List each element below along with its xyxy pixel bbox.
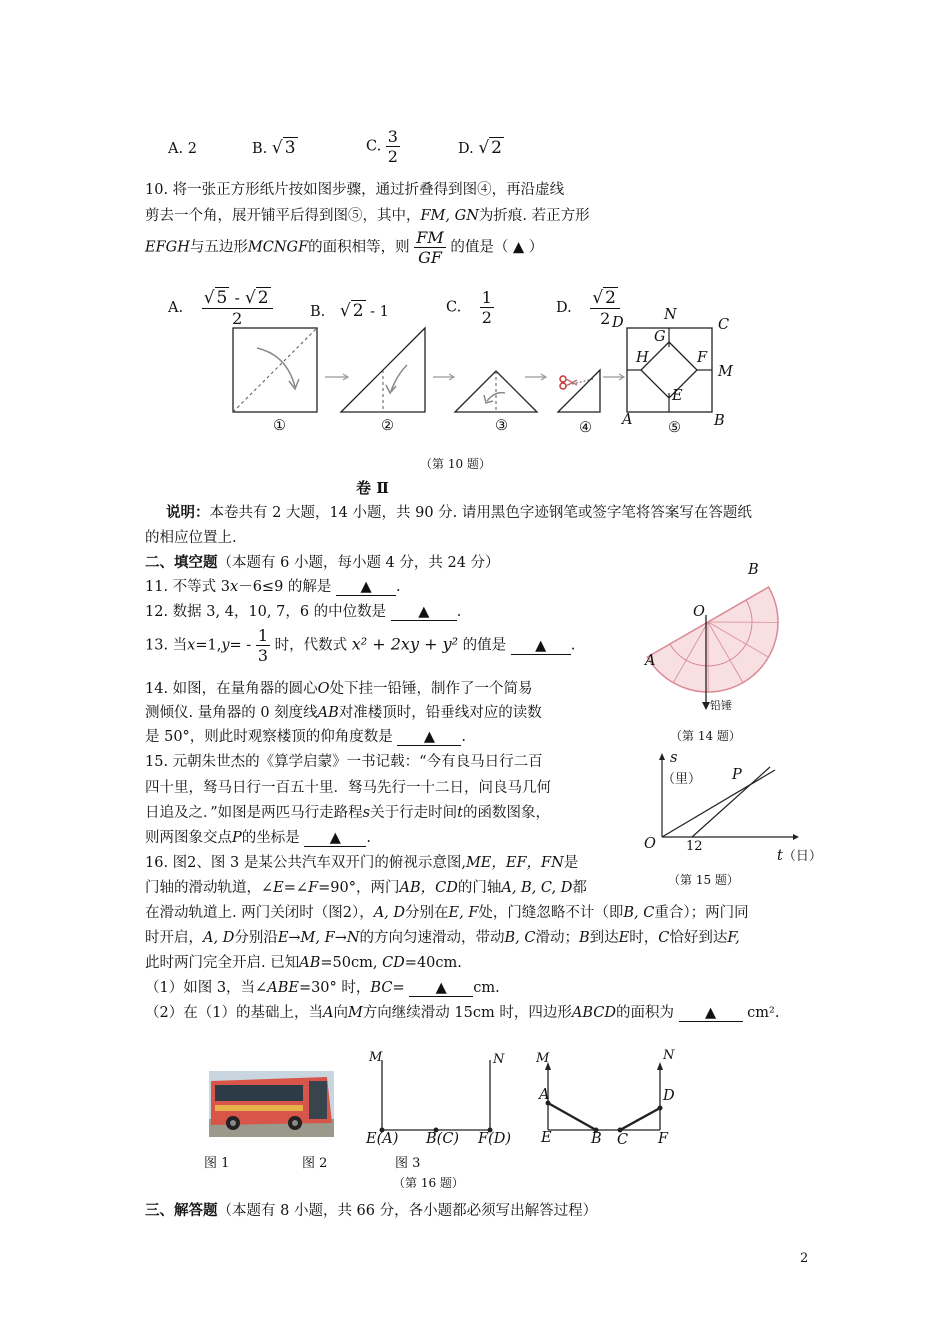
q10-fig3-label: ③ — [495, 418, 508, 434]
q10-caption: （第 10 题） — [420, 457, 491, 471]
sqrt-expression: √ 3 — [271, 138, 296, 158]
q10-folding-figure — [225, 315, 745, 440]
q10-line2: 剪去一个角，展开铺平后得到图⑤，其中，FM, GN为折痕. 若正方形 — [145, 208, 590, 224]
q10-fig2-label: ② — [381, 418, 394, 434]
q14-line2: 测倾仪. 量角器的 0 刻度线AB对准楼顶时，铅垂线对应的读数 — [145, 705, 542, 721]
fig2-label: 图 2 — [302, 1156, 328, 1171]
q10-line3: EFGH与五边形MCNGF的面积相等，则 $\frac{FM}{GF}$ 的值是（ ▲ ） — [145, 228, 544, 267]
q15-line1: 15. 元朝朱世杰的《算学启蒙》一书记载：“今有良马日行二百 — [145, 754, 543, 770]
axis-t: t（日） — [777, 848, 822, 864]
q14-caption: （第 14 题） — [670, 729, 741, 743]
fig2-N: N — [493, 1052, 505, 1067]
fraction-fm-gf: $\frac{FM}{GF}$ — [416, 228, 444, 267]
part2-heading: 二、填空题（本题有 6 小题，每小题 4 分，共 24 分） — [145, 554, 500, 571]
origin-O: O — [644, 836, 656, 852]
answer-blank: ▲ — [336, 579, 396, 596]
fig3-A: A — [539, 1087, 550, 1103]
q15-line3: 日追及之．”如图是两匹马行走路程s关于行走时间t的函数图象， — [145, 805, 550, 821]
sqrt-expression: √ 2 — [478, 138, 502, 158]
q9-option-d: D. √ 2 — [458, 138, 502, 158]
q16-line1: 16. 图2、图 3 是某公共汽车双开门的俯视示意图,ME，EF，FN是 — [145, 855, 579, 871]
q10-option-c: C. $\frac{1}{2}$ — [446, 288, 492, 327]
answer-blank: ▲ — [511, 638, 571, 655]
q15-line2: 四十里，驽马日行一百五十里．驽马先行一十二日，问良马几何 — [145, 780, 551, 796]
answer-blank: ▲ — [391, 604, 457, 621]
fig3-C: C — [617, 1132, 629, 1148]
point-N: N — [664, 307, 677, 323]
q16-line3: 在滑动轨道上. 两门关闭时（图2），A, D分别在E, F处，门缝忽略不计（即B, C重合）；两门同 — [145, 905, 749, 921]
answer-blank: ▲ — [397, 729, 461, 746]
scissors-icon — [560, 376, 577, 389]
q10-option-d: D. $\frac{√ 2}{2}$ — [556, 288, 620, 328]
fig3-E: E — [541, 1130, 552, 1146]
tick-12: 12 — [686, 839, 703, 854]
fig3-label: 图 3 — [395, 1156, 421, 1171]
part3-heading: 三、解答题（本题有 8 小题，共 66 分，各小题都必须写出解答过程） — [145, 1202, 598, 1219]
point-D: D — [612, 315, 624, 331]
point-E: E — [672, 388, 683, 404]
q10-fig1-label: ① — [273, 418, 286, 434]
q9-option-c: C. $\frac{3}{2}$ — [366, 127, 398, 166]
point-C: C — [718, 317, 730, 333]
door-fig3 — [530, 1050, 680, 1140]
q12: 12. 数据 3, 4，10, 7，6 的中位数是 ▲ . — [145, 604, 462, 620]
q14-line3: 是 50°，则此时观察楼顶的仰角度数是 ▲ . — [145, 729, 467, 745]
q10-option-a: A. $\frac{√ 5 - √ 2}{2}$ — [168, 288, 273, 328]
point-A: A — [622, 412, 633, 428]
point-A: A — [645, 653, 656, 669]
answer-blank: ▲ — [304, 830, 366, 847]
point-B: B — [748, 562, 759, 578]
answer-blank: ▲ — [679, 1005, 743, 1022]
plumb-weight-label: 铅锤 — [710, 699, 732, 712]
fig3-D: D — [663, 1088, 675, 1104]
q9-option-a: A. 2 — [168, 141, 197, 157]
answer-blank: ▲ — [409, 980, 473, 997]
q10-fig5-label: ⑤ — [668, 420, 681, 436]
fig3-N: N — [663, 1048, 675, 1063]
q16-line5: 此时两门完全开启. 已知AB=50cm, CD=40cm. — [145, 955, 462, 971]
protractor-figure — [636, 560, 796, 720]
fig2-BC: B(C) — [426, 1131, 460, 1147]
bus-photo — [209, 1071, 334, 1137]
axis-s-unit: （里） — [662, 772, 702, 787]
q10-line1: 10. 将一张正方形纸片按如图步骤，通过折叠得到图④，再沿虚线 — [145, 182, 565, 198]
fraction: $\frac{3}{2}$ — [387, 127, 398, 166]
q15-caption: （第 15 题） — [668, 873, 739, 887]
point-B: B — [714, 413, 725, 429]
point-O: O — [693, 604, 705, 620]
fig2-EA: E(A) — [366, 1131, 399, 1147]
fig3-B: B — [591, 1131, 602, 1147]
q15-line4: 则两图象交点P的坐标是 ▲ . — [145, 830, 371, 846]
note-line1: 说明：本卷共有 2 大题，14 小题，共 90 分. 请用黑色字迹钢笔或签字笔将答案写在答题纸 — [166, 504, 752, 521]
section-title: 卷 Ⅱ — [356, 479, 389, 497]
q16-sub1: （1）如图 3，当∠ABE=30° 时，BC= ▲ cm. — [145, 980, 500, 996]
fig3-F: F — [658, 1131, 669, 1147]
q16-line4: 时开启，A, D分别沿E→M, F→N的方向匀速滑动，带动B, C滑动；B到达E时，C恰好到达F, — [145, 930, 740, 946]
note-line2: 的相应位置上. — [145, 530, 237, 546]
q16-line2: 门轴的滑动轨道，∠E=∠F=90°，两门AB，CD的门轴A, B, C, D都 — [145, 880, 587, 896]
point-P: P — [732, 767, 742, 783]
q13: 13. 当x=1,y= - $\frac{1}{3}$ 时，代数式 x² + 2xy + y² 的值是 ▲ . — [145, 626, 576, 665]
q10-option-b: B. √ 2 - 1 — [310, 301, 389, 321]
fig3-M: M — [536, 1051, 550, 1066]
q14-line1: 14. 如图，在量角器的圆心O处下挂一铅锤，制作了一个简易 — [145, 681, 533, 697]
point-H: H — [636, 350, 649, 366]
q16-caption: （第 16 题） — [393, 1176, 464, 1190]
fig2-FD: F(D) — [478, 1131, 512, 1147]
q15-graph — [650, 752, 800, 852]
point-G: G — [654, 329, 666, 345]
q10-fig4-label: ④ — [579, 420, 592, 436]
fig1-label: 图 1 — [204, 1156, 230, 1171]
q9-option-b: B. √ 3 — [252, 138, 296, 158]
point-M: M — [718, 364, 733, 380]
q11: 11. 不等式 3x－6≤9 的解是 ▲ . — [145, 579, 401, 595]
axis-s-label: s — [670, 750, 678, 766]
point-F: F — [697, 350, 708, 366]
q16-sub2: （2）在（1）的基础上，当A向M方向继续滑动 15cm 时，四边形ABCD的面积为 ▲ cm². — [145, 1005, 780, 1021]
fig2-M: M — [369, 1050, 383, 1065]
page-number: 2 — [800, 1251, 809, 1266]
